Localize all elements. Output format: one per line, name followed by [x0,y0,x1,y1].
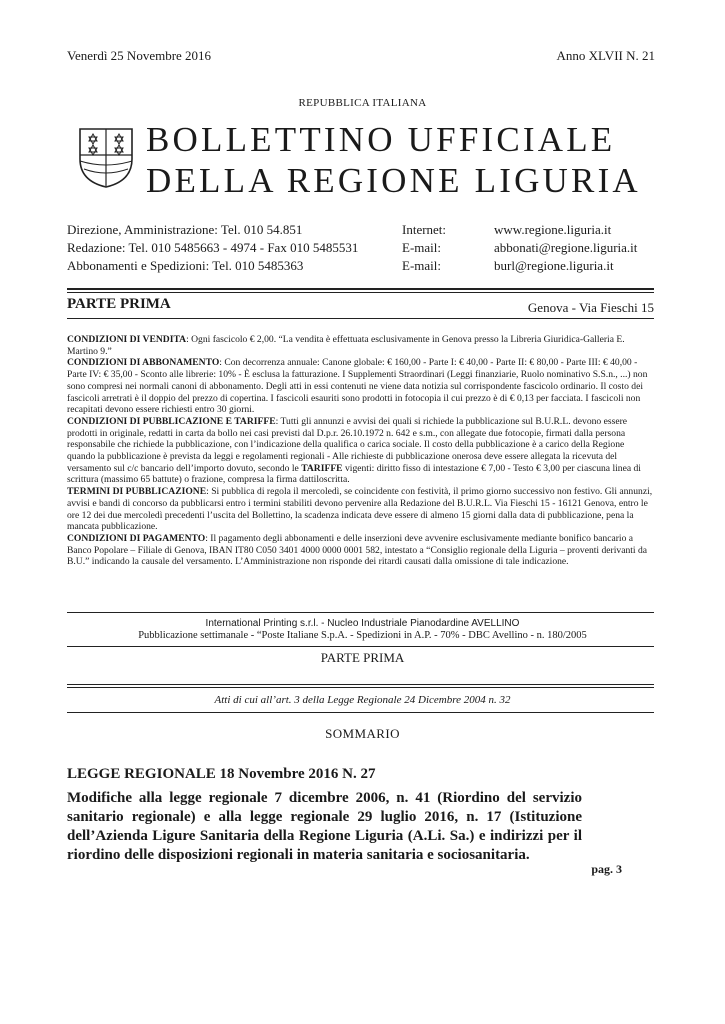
condition-text: : Il pagamento degli abbonamenti e delle inserzioni deve avvenire esclusivamente mediante bonifico bancario a Banco Popolare – Filiale di Genova, IBAN IT80 C050 3401 4000 0000 0001 582, intestato a “Consiglio regionale della Liguria – proventi derivanti da B.U.” indicando la causale del versamento. L’Amministrazione non risponde dei ritardi causati dalla omissione di tale indicazione. [67,532,648,568]
condition-label: CONDIZIONI DI PAGAMENTO [67,532,206,544]
contact-email-label: E-mail: [402,258,441,273]
republic-heading: REPUBBLICA ITALIANA [298,97,427,109]
email-abbonati-link[interactable]: abbonati@regione.liguria.it [494,240,638,255]
law-description[interactable]: Modifiche alla legge regionale 7 dicembre 2006, n. 41 (Riordino del servizio sanitario regionale) e alla legge regionale 29 luglio 2016, n. 17 (Istituzione dell’Azienda Ligure Sanitaria della Regione Liguria (A.Li. Sa.) e indirizzi per il riordino delle disposizioni regionali in materia sanitaria e sociosanitaria. [67,790,582,863]
section-title: PARTE PRIMA [320,650,405,665]
bulletin-title-line1: BOLLETTINO UFFICIALE [146,120,616,159]
email-burl-link[interactable]: burl@regione.liguria.it [494,258,614,273]
address-heading: Genova - Via Fieschi 15 [527,300,654,315]
contact-abbonamenti: Abbonamenti e Spedizioni: Tel. 010 5485363 [67,258,304,273]
bulletin-title-line2: DELLA REGIONE LIGURIA [146,161,641,200]
condition-text: vigenti: diritto fisso di intestazione € 7,00 - Testo € 3,00 per ciascuna linea di scrittura (massimo 65 battute) o frazione, compresa la firma dattiloscritta. [67,462,641,486]
divider [67,292,654,293]
condition-label: CONDIZIONI DI PUBBLICAZIONE E TARIFFE [67,415,276,427]
page-reference[interactable]: pag. 3 [591,862,622,876]
publication-info: Pubblicazione settimanale - “Poste Italiane S.p.A. - Spedizioni in A.P. - 70% - DBC Avellino - n. 180/2005 [138,630,587,641]
condition-label: CONDIZIONI DI ABBONAMENTO [67,357,220,369]
condition-text: : Si pubblica di regola il mercoledì, se coincidente con festività, il primo giorno successivo non festivo. Gli annunzi, avvisi e bandi di concorso da pubblicarsi entro i termini stabiliti devono pervenire alla Redazione del B.U.R.L. Via Fieschi 15 - 16121 Genova, entro le ore 12 dei due mercoledì precedenti l’uscita del Bollettino, la scadenza indicata deve essere di almeno 15 giorni dalla data di pubblicazione, pena la mancata pubblicazione. [67,486,653,533]
contact-internet-label: Internet: [402,222,447,237]
divider [67,612,654,613]
conditions-block [67,334,654,568]
liguria-crest-icon [76,125,136,189]
condition-vendita [67,334,654,357]
divider [67,684,654,685]
condition-pubblicazione [67,416,654,486]
condition-label: CONDIZIONI DI VENDITA [67,334,187,345]
divider [67,646,654,647]
contact-email-label: E-mail: [402,240,441,255]
condition-text: : Tutti gli annunzi e avvisi dei quali si richiede la pubblicazione sul B.U.R.L. devono essere prodotti in originale, redatti in carta da bollo nei casi previsti dal D.p.r. 26.10.1972 n. 642 e s.m., con allegate due fotocopie, firmati dalla persona responsabile che richiede la pubblicazione, con l’indicazione della qualifica o carica sociale. Il costo della pubblicazione è a carico della Regione quando la pubblicazione è prevista da leggi e regolamenti regionali - Alle richieste di pubblicazione onerosa deve essere allegata la ricevuta del versamento sul c/c bancario dell’importo dovuto, secondo le [67,415,628,474]
condition-label: TERMINI DI PUBBLICAZIONE [67,486,207,498]
parte-heading: PARTE PRIMA [67,296,171,312]
issue-date: Venerdì 25 Novembre 2016 [67,48,212,63]
condition-termini [67,486,654,533]
contact-redazione: Redazione: Tel. 010 5485663 - 4974 - Fax 010 5485531 [67,240,359,255]
condition-label: TARIFFE [301,462,343,474]
contact-direzione: Direzione, Amministrazione: Tel. 010 54.851 [67,222,303,237]
condition-text: : Ogni fascicolo € 2,00. “La vendita è effettuata esclusivamente in Genova presso la Libreria Giuridica-Galleria E. Martino 9.” [67,334,625,357]
condition-text: : Con decorrenza annuale: Canone globale: € 160,00 - Parte I: € 40,00 - Parte II: € 80,00 - Parte III: € 40,00 - Parte IV: € 35,00 - Sconto alle librerie: 10% - È esclusa la fatturazione. I Supplementi Straordinari (Leggi finanziarie, Ruolo nominativo S.S.n., ...) non sono compresi nei normali canoni di abbonamento. Degli atti in essi contenuti ne viene data notizia sul corrispondente fascicolo ordinario. Il costo dei fascicoli arretrati è il doppio del prezzo di copertina. I fascicoli esauriti sono prodotti in fotocopia il cui prezzo è di € 0,13 per facciata. I fascicoli non recapitati devono essere richiesti entro 30 giorni. [67,357,648,416]
atti-reference: Atti di cui all’art. 3 della Legge Regionale 24 Dicembre 2004 n. 32 [214,694,511,706]
condition-pagamento [67,533,654,568]
law-title[interactable]: LEGGE REGIONALE 18 Novembre 2016 N. 27 [67,766,376,782]
printer-info: International Printing s.r.l. - Nucleo Industriale Pianodardine AVELLINO [205,618,520,629]
sommario-heading: SOMMARIO [325,726,400,741]
issue-number: Anno XLVII N. 21 [556,48,655,63]
website-link[interactable]: www.regione.liguria.it [494,222,612,237]
divider [67,318,654,319]
divider [67,712,654,713]
condition-abbonamento [67,357,654,416]
divider [67,288,654,290]
divider [67,687,654,688]
